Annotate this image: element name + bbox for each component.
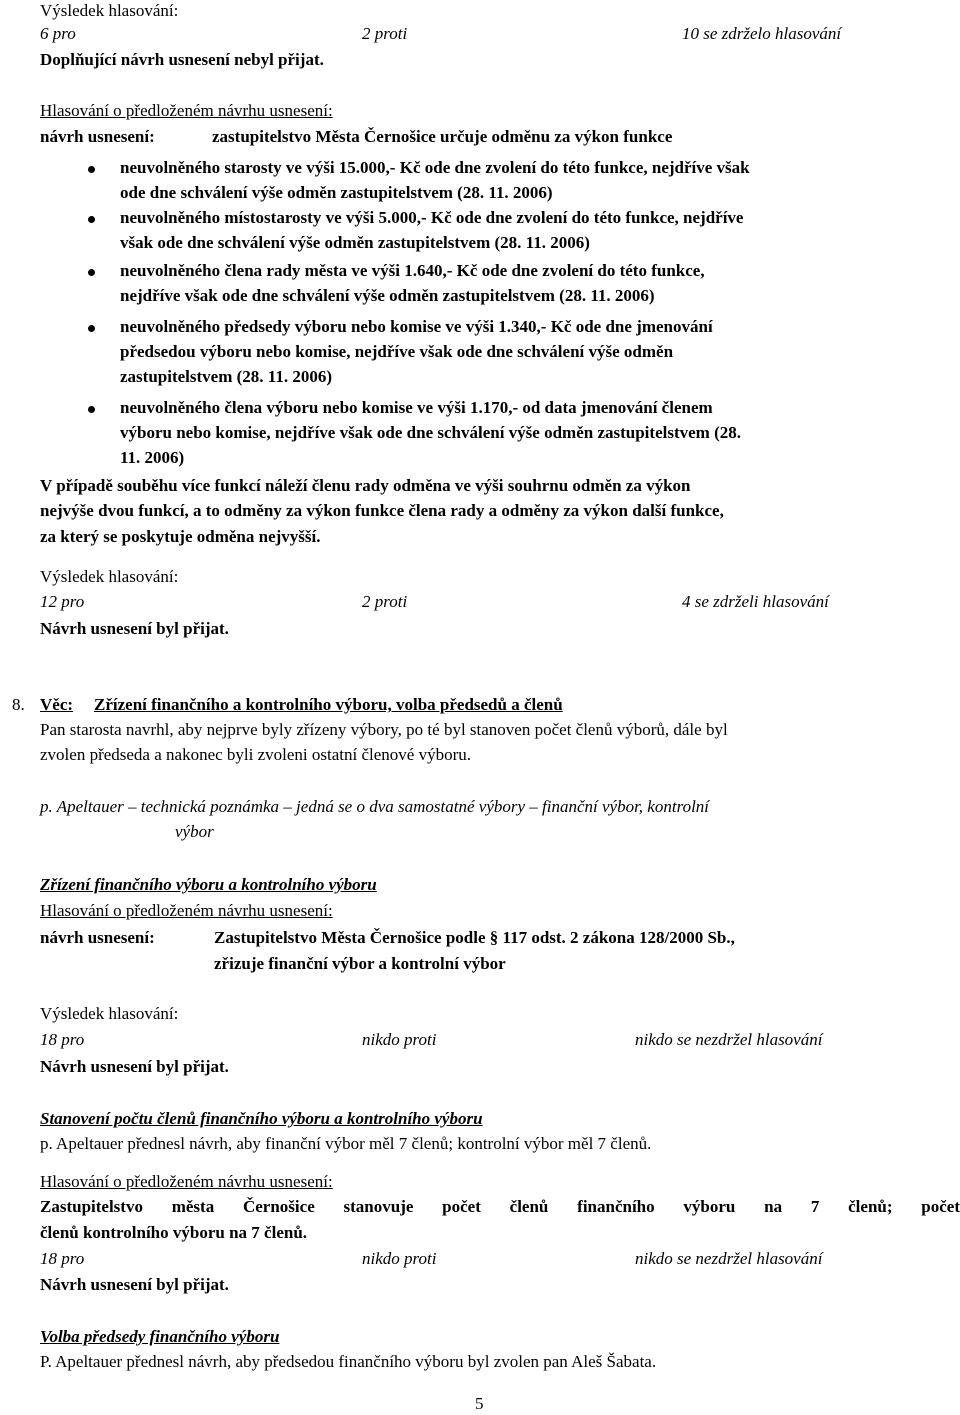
vec-word: Věc: [40,695,74,714]
motion-heading: Hlasování o předloženém návrhu usnesení: [40,1172,333,1191]
vote-outcome: Návrh usnesení byl přijat. [40,1275,229,1294]
motion-text: Zastupitelstvo Města Černošice podle § 117 odst. 2 zákona 128/2000 Sb., [214,928,735,947]
vote-pro: 12 pro [40,592,85,611]
vote-proti: nikdo proti [362,1249,437,1268]
motion-heading: Hlasování o předloženém návrhu usnesení: [40,101,333,120]
bullet-line: neuvolněného předsedy výboru nebo komise ve výši 1.340,- Kč ode dne jmenování [120,317,713,336]
concurrence-line: nejvýše dvou funkcí, a to odměny za výkon funkce člena rady a odměny za výkon další funkce, [40,501,724,520]
vote-pro: 18 pro [40,1249,85,1268]
bullet-line: nejdříve však ode dne schválení výše odměn zastupitelstvem (28. 11. 2006) [120,286,655,305]
concurrence-line: za který se poskytuje odměna nejvyšší. [40,527,321,546]
bullet-line: neuvolněného člena výboru nebo komise ve výši 1.170,- od data jmenování členem [120,398,713,417]
bullet-line: ode dne schválení výše odměn zastupitelstvem (28. 11. 2006) [120,183,553,202]
vote-pro: 18 pro [40,1030,85,1049]
vote-abstain: 4 se zdrželi hlasování [682,592,829,611]
motion-label: návrh usnesení: [40,928,155,947]
bullet-line: neuvolněného starosty ve výši 15.000,- Kč ode dne zvolení do této funkce, nejdříve však [120,158,750,177]
bullet-dot [88,325,95,332]
motion-text: zřizuje finanční výbor a kontrolní výbor [214,954,506,973]
item-number: 8. [12,695,25,714]
vote-outcome: Návrh usnesení byl přijat. [40,619,229,638]
section-title: Stanovení počtu členů finančního výboru a kontrolního výboru [40,1109,483,1128]
bullet-line: zastupitelstvem (28. 11. 2006) [120,367,333,386]
bullet-line: předsedou výboru nebo komise, nejdříve však ode dne schválení výše odměn [120,342,674,361]
vote-proti: 2 proti [362,24,408,43]
page-number: 5 [475,1394,484,1413]
tech-note: výbor [175,822,214,841]
motion-text: zastupitelstvo Města Černošice určuje odměnu za výkon funkce [212,127,673,146]
bullet-line: neuvolněného místostarosty ve výši 5.000,- Kč ode dne zvolení do této funkce, nejdříve [120,208,744,227]
bullet-dot [88,216,95,223]
vote-proti: nikdo proti [362,1030,437,1049]
motion-heading: Hlasování o předloženém návrhu usnesení: [40,901,333,920]
bullet-line: neuvolněného člena rady města ve výši 1.640,- Kč ode dne zvolení do této funkce, [120,261,705,280]
vote-outcome: Doplňující návrh usnesení nebyl přijat. [40,50,324,69]
section-title: Volba předsedy finančního výboru [40,1327,280,1346]
item-title: Zřízení finančního a kontrolního výboru, volba předsedů a členů [94,695,563,714]
bullet-dot [88,166,95,173]
intro-line: Pan starosta navrhl, aby nejprve byly zřízeny výbory, po té byl stanoven počet členů výborů, dále byl [40,720,728,739]
bullet-line: 11. 2006) [120,448,185,467]
vote-abstain: 10 se zdrželo hlasování [682,24,842,43]
section-title: Zřízení finančního výboru a kontrolního výboru [40,875,377,894]
vote-abstain: nikdo se nezdržel hlasování [635,1030,823,1049]
vote-pro: 6 pro [40,24,76,43]
result-label: Výsledek hlasování: [40,567,179,586]
proposal-text: P. Apeltauer přednesl návrh, aby předsedou finančního výboru byl zvolen pan Aleš Šabata. [40,1352,657,1371]
bullet-dot [88,269,95,276]
resolution-text: členů kontrolního výboru na 7 členů. [40,1223,308,1242]
vote-abstain: nikdo se nezdržel hlasování [635,1249,823,1268]
resolution-text: Zastupitelstvo města Černošice stanovuje počet členů finančního výboru na 7 členů; počet [40,1197,960,1216]
proposal-text: p. Apeltauer přednesl návrh, aby finanční výbor měl 7 členů; kontrolní výbor měl 7 členů. [40,1134,652,1153]
vote-outcome: Návrh usnesení byl přijat. [40,1057,229,1076]
concurrence-line: V případě souběhu více funkcí náleží členu rady odměna ve výši souhrnu odměn za výkon [40,476,691,495]
tech-note: p. Apeltauer – technická poznámka – jedná se o dva samostatné výbory – finanční výbor, kontrolní [40,797,710,816]
bullet-line: však ode dne schválení výše odměn zastupitelstvem (28. 11. 2006) [120,233,590,252]
bullet-dot [88,406,95,413]
item-vec-label [40,694,73,716]
motion-label: návrh usnesení: [40,127,155,146]
bullet-line: výboru nebo komise, nejdříve však ode dne schválení výše odměn zastupitelstvem (28. [120,423,741,442]
result-label: Výsledek hlasování: [40,1,179,20]
result-label: Výsledek hlasování: [40,1004,179,1023]
vote-proti: 2 proti [362,592,408,611]
intro-line: zvolen předseda a nakonec byli zvoleni ostatní členové výboru. [40,745,471,764]
